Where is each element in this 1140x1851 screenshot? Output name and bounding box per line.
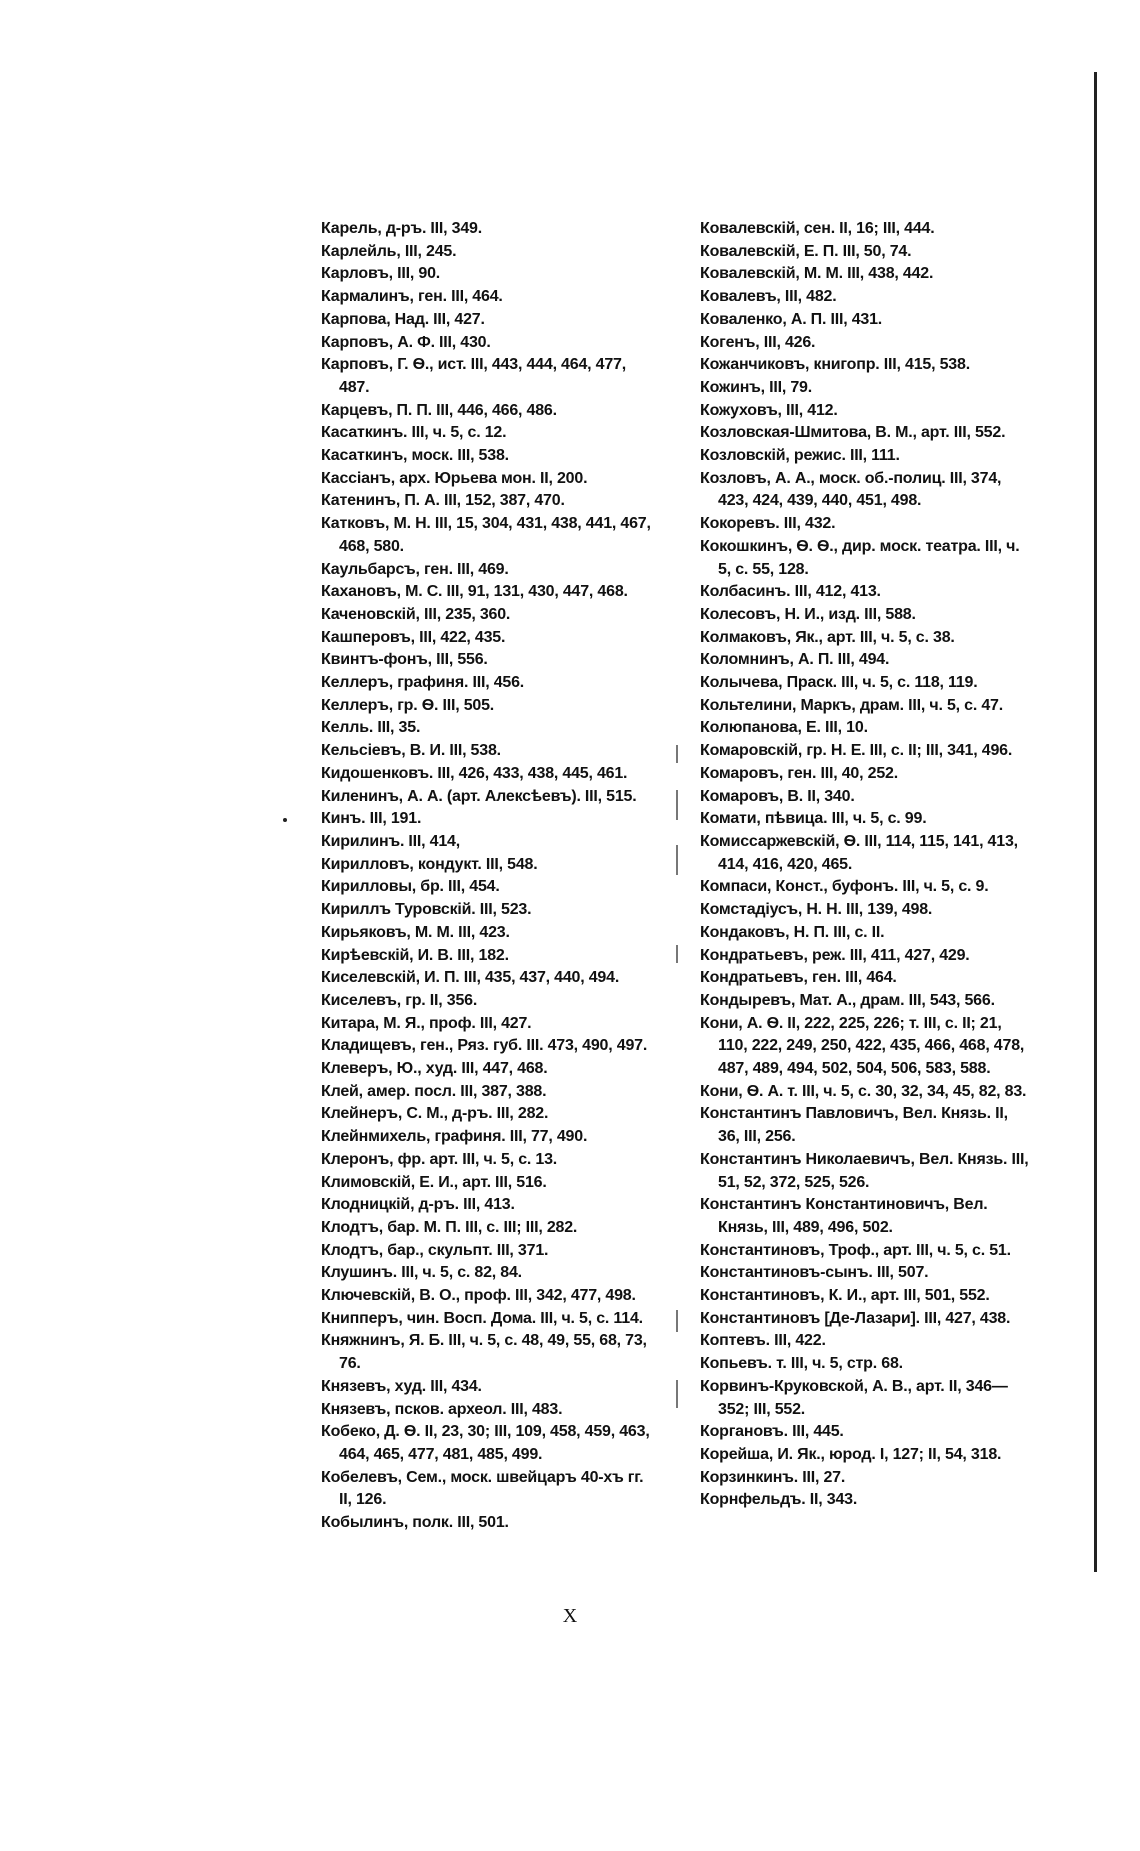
index-entry: Каульбарсъ, ген. III, 469. bbox=[321, 560, 509, 578]
index-entry: Клей, амер. посл. III, 387, 388. bbox=[321, 1082, 547, 1100]
index-entry: Карповъ, Г. Ѳ., ист. III, 443, 444, 464, 477, 487. bbox=[321, 356, 626, 396]
index-entry: Келлеръ, гр. Ѳ. III, 505. bbox=[321, 696, 495, 714]
index-entry: Каченовскій, III, 235, 360. bbox=[321, 605, 511, 623]
index-entry: Киселевъ, гр. II, 356. bbox=[321, 991, 478, 1009]
index-entry: Корнфельдъ. II, 343. bbox=[700, 1491, 858, 1509]
margin-mark bbox=[676, 845, 678, 875]
margin-mark bbox=[676, 790, 678, 820]
index-entry: Климовскій, Е. И., арт. III, 516. bbox=[321, 1173, 547, 1191]
index-entry: Коптевъ. III, 422. bbox=[700, 1332, 826, 1350]
index-entry: Комаровъ, В. II, 340. bbox=[700, 787, 855, 805]
index-entry: Кожуховъ, III, 412. bbox=[700, 401, 838, 419]
index-entry: Киленинъ, А. А. (арт. Алексѣевъ). III, 515. bbox=[321, 787, 637, 805]
index-entry: Комати, пѣвица. III, ч. 5, с. 99. bbox=[700, 810, 927, 828]
index-entry: Кольтелини, Маркъ, драм. III, ч. 5, с. 47. bbox=[700, 696, 1003, 714]
index-entry: Константиновъ, Троф., арт. III, ч. 5, с. 51. bbox=[700, 1241, 1011, 1259]
index-entry: Келль. III, 35. bbox=[321, 719, 421, 737]
index-entry: Колесовъ, Н. И., изд. III, 588. bbox=[700, 605, 916, 623]
index-entry: Кондратьевъ, реж. III, 411, 427, 429. bbox=[700, 946, 970, 964]
index-entry: Кондаковъ, Н. П. III, с. II. bbox=[700, 923, 885, 941]
index-entry: Клодтъ, бар. М. П. III, с. III; III, 282. bbox=[321, 1218, 578, 1236]
index-entry: Касаткинъ. III, ч. 5, с. 12. bbox=[321, 424, 507, 442]
index-entry: Кондыревъ, Мат. А., драм. III, 543, 566. bbox=[700, 991, 995, 1009]
index-entry: Князевъ, худ. III, 434. bbox=[321, 1377, 482, 1395]
index-entry: Ковалевскій, Е. П. III, 50, 74. bbox=[700, 242, 912, 260]
index-entry: Ковалевъ, III, 482. bbox=[700, 288, 837, 306]
index-entry: Кармалинъ, ген. III, 464. bbox=[321, 288, 503, 306]
index-entry: Кинъ. III, 191. bbox=[321, 810, 422, 828]
index-entry: Козловъ, А. А., моск. об.-полиц. III, 374, 423, 424, 439, 440, 451, 498. bbox=[700, 469, 1002, 510]
index-entry: Константиновъ [Де-Лазари]. III, 427, 438. bbox=[700, 1309, 1011, 1327]
page-number: X bbox=[562, 1605, 578, 1627]
index-entry: Клодтъ, бар., скульпт. III, 371. bbox=[321, 1241, 549, 1259]
index-entry: Карлейль, III, 245. bbox=[321, 242, 457, 260]
index-entry: Клеверъ, Ю., худ. III, 447, 468. bbox=[321, 1060, 548, 1078]
index-entry: Кирилинъ. III, 414, bbox=[321, 832, 460, 850]
index-entry: Кобелевъ, Сем., моск. швейцаръ 40-хъ гг. II, 126. bbox=[321, 1468, 644, 1509]
index-entry: Комаровъ, ген. III, 40, 252. bbox=[700, 764, 898, 782]
index-entry: Колмаковъ, Як., арт. III, ч. 5, с. 38. bbox=[700, 628, 955, 646]
index-entry: Келлеръ, графиня. III, 456. bbox=[321, 674, 525, 692]
index-entry: Ключевскій, В. О., проф. III, 342, 477, 498. bbox=[321, 1287, 636, 1305]
index-entry: Копьевъ. т. III, ч. 5, стр. 68. bbox=[700, 1355, 903, 1373]
index-entry: Клушинъ. III, ч. 5, с. 82, 84. bbox=[321, 1264, 522, 1282]
index-entry: Катковъ, М. Н. III, 15, 304, 431, 438, 441, 467, 468, 580. bbox=[321, 515, 651, 555]
index-entry: Кокоревъ. III, 432. bbox=[700, 515, 836, 533]
index-entry: Квинтъ-фонъ, III, 556. bbox=[321, 651, 488, 669]
index-entry: Кассіанъ, арх. Юрьева мон. II, 200. bbox=[321, 469, 588, 487]
index-entry: Когенъ, III, 426. bbox=[700, 333, 816, 351]
index-entry: Клеронъ, фр. арт. III, ч. 5, с. 13. bbox=[321, 1150, 558, 1168]
index-entry: Компаси, Конст., буфонъ. III, ч. 5, с. 9. bbox=[700, 878, 989, 896]
index-entry: Кирилловъ, кондукт. III, 548. bbox=[321, 855, 538, 873]
index-entry: Колюпанова, Е. III, 10. bbox=[700, 719, 868, 737]
index-entry: Кельсіевъ, В. И. III, 538. bbox=[321, 742, 501, 760]
index-entry: Константиновъ, К. И., арт. III, 501, 552. bbox=[700, 1287, 990, 1305]
index-entry: Ковалевскій, М. М. III, 438, 442. bbox=[700, 265, 934, 283]
index-entry: Константинъ Павловичъ, Вел. Князь. II, 36, III, 256. bbox=[700, 1105, 1008, 1146]
index-entry: Комстадіусъ, Н. Н. III, 139, 498. bbox=[700, 901, 933, 919]
index-entry: Коломнинъ, А. П. III, 494. bbox=[700, 651, 890, 669]
index-entry: Коваленко, А. П. III, 431. bbox=[700, 310, 883, 328]
index-entry: Карловъ, III, 90. bbox=[321, 265, 441, 283]
index-entry: Клейнмихель, графиня. III, 77, 490. bbox=[321, 1128, 588, 1146]
index-entry: Константиновъ-сынъ. III, 507. bbox=[700, 1264, 929, 1282]
index-column-left bbox=[321, 218, 651, 1535]
margin-mark bbox=[676, 745, 678, 763]
index-entry: Комаровскій, гр. Н. Е. III, с. II; III, 341, 496. bbox=[700, 742, 1013, 760]
index-column-right bbox=[700, 218, 1030, 1512]
index-entry: Кожинъ, III, 79. bbox=[700, 378, 812, 396]
margin-mark bbox=[676, 945, 678, 963]
index-entry: Карпова, Над. III, 427. bbox=[321, 310, 485, 328]
stray-dot bbox=[283, 818, 287, 822]
index-entry: Карель, д-ръ. III, 349. bbox=[321, 220, 483, 237]
index-entry: Колбасинъ. III, 412, 413. bbox=[700, 583, 881, 601]
index-entry: Киселевскій, И. П. III, 435, 437, 440, 494. bbox=[321, 969, 620, 987]
index-entry: Константинъ Николаевичъ, Вел. Князь. III, 51, 52, 372, 525, 526. bbox=[700, 1150, 1029, 1191]
index-entry: Кладищевъ, ген., Ряз. губ. III. 473, 490, 497. bbox=[321, 1037, 648, 1055]
index-entry: Кобеко, Д. Ѳ. II, 23, 30; III, 109, 458, 459, 463, 464, 465, 477, 481, 485, 499. bbox=[321, 1423, 650, 1463]
index-entry: Корейша, И. Як., юрод. I, 127; II, 54, 318. bbox=[700, 1445, 1002, 1463]
index-entry: Кирьяковъ, М. М. III, 423. bbox=[321, 923, 510, 941]
index-entry: Кони, А. Ѳ. II, 222, 225, 226; т. III, с. II; 21, 110, 222, 249, 250, 422, 435, 466, 468, 478, 487, 489, 494, 502, 504, 506, 583, 588. bbox=[700, 1014, 1025, 1078]
index-entry: Клейнеръ, С. М., д-ръ. III, 282. bbox=[321, 1105, 549, 1123]
index-entry: Константинъ Константиновичъ, Вел. Князь, III, 489, 496, 502. bbox=[700, 1196, 988, 1236]
index-entry: Катенинъ, П. А. III, 152, 387, 470. bbox=[321, 492, 565, 510]
index-entry: Коргановъ. III, 445. bbox=[700, 1423, 844, 1441]
index-entry: Карповъ, А. Ф. III, 430. bbox=[321, 333, 491, 351]
index-entry: Касаткинъ, моск. III, 538. bbox=[321, 447, 509, 465]
index-entry: Козловскій, режис. III, 111. bbox=[700, 447, 900, 465]
margin-mark bbox=[676, 1380, 678, 1408]
index-entry: Кокошкинъ, Ѳ. Ѳ., дир. моск. театра. III, ч. 5, с. 55, 128. bbox=[700, 537, 1020, 578]
index-entry: Карцевъ, П. П. III, 446, 466, 486. bbox=[321, 401, 557, 419]
index-entry: Кирилловы, бр. III, 454. bbox=[321, 878, 500, 896]
index-entry: Кондратьевъ, ген. III, 464. bbox=[700, 969, 897, 987]
index-entry: Козловская-Шмитова, В. М., арт. III, 552. bbox=[700, 424, 1006, 442]
index-entry: Ковалевскій, сен. II, 16; III, 444. bbox=[700, 220, 935, 237]
index-entry: Кахановъ, М. С. III, 91, 131, 430, 447, 468. bbox=[321, 583, 628, 601]
margin-mark bbox=[676, 1310, 678, 1332]
index-entry: Комиссаржевскій, Ѳ. III, 114, 115, 141, 413, 414, 416, 420, 465. bbox=[700, 832, 1018, 873]
index-entry: Кирѣевскій, И. В. III, 182. bbox=[321, 946, 509, 964]
right-edge-rule bbox=[1094, 72, 1097, 1572]
index-entry: Кобылинъ, полк. III, 501. bbox=[321, 1514, 509, 1532]
index-entry: Князевъ, псков. археол. III, 483. bbox=[321, 1400, 563, 1418]
index-entry: Кидошенковъ. III, 426, 433, 438, 445, 461. bbox=[321, 764, 628, 782]
index-entry: Клодницкій, д-ръ. III, 413. bbox=[321, 1196, 515, 1214]
index-entry: Кони, Ѳ. А. т. III, ч. 5, с. 30, 32, 34, 45, 82, 83. bbox=[700, 1082, 1027, 1100]
index-entry: Кашперовъ, III, 422, 435. bbox=[321, 628, 506, 646]
index-entry: Корзинкинъ. III, 27. bbox=[700, 1468, 846, 1486]
index-entry: Княжнинъ, Я. Б. III, ч. 5, с. 48, 49, 55, 68, 73, 76. bbox=[321, 1332, 647, 1373]
index-entry: Корвинъ-Круковской, А. В., арт. II, 346—352; III, 552. bbox=[700, 1377, 1008, 1418]
index-entry: Китара, М. Я., проф. III, 427. bbox=[321, 1014, 532, 1032]
index-entry: Кириллъ Туровскій. III, 523. bbox=[321, 901, 532, 919]
index-entry: Книпперъ, чин. Восп. Дома. III, ч. 5, с. 114. bbox=[321, 1309, 643, 1327]
index-entry: Колычева, Праск. III, ч. 5, с. 118, 119. bbox=[700, 674, 978, 692]
index-entry: Кожанчиковъ, книгопр. III, 415, 538. bbox=[700, 356, 970, 374]
